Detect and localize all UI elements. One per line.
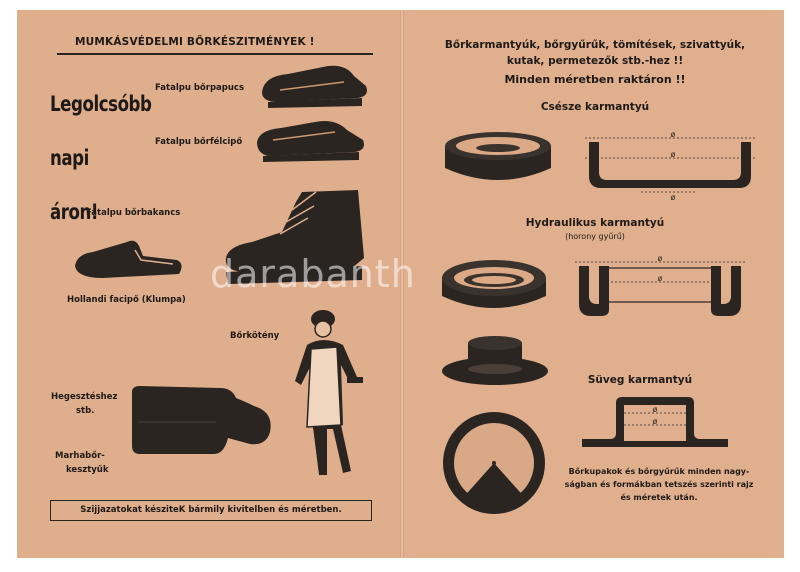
label-hegeszteshez-1: Hegesztéshez: [51, 392, 118, 402]
dim-symbol-1: ø: [670, 130, 676, 139]
label-papucs: Fatalpu bőrpapucs: [155, 83, 245, 93]
felcipo-illustration: [255, 118, 367, 164]
section-horony: (horony gyűrű): [565, 232, 625, 241]
csesze-cross-section: [585, 130, 755, 200]
watermark: darabanth: [210, 252, 416, 296]
suveg-hat-illustration: [440, 333, 550, 393]
label-hegeszteshez-2: stb.: [76, 406, 95, 416]
label-koteny: Bőrkötény: [230, 331, 280, 341]
stock-line: Minden méretben raktáron !!: [504, 73, 686, 86]
intro-line-1: Bőrkarmantyúk, bőrgyűrűk, tömítések, szivattyúk,: [444, 39, 746, 51]
papucs-illustration: [258, 62, 370, 110]
hydraulikus-ring-illustration: [440, 256, 548, 318]
note-line-2: ságban és formákban tetszés szerinti rajz: [564, 480, 754, 489]
klumpa-illustration: [73, 236, 185, 282]
disc-illustration: [441, 410, 547, 516]
intro-line-2: kutak, permetezők stb.-hez !!: [506, 55, 684, 67]
dim-symbol-6: ø: [652, 405, 658, 414]
slogan-line-3: áron!: [50, 200, 99, 224]
section-csesze: Csésze karmantyú: [540, 101, 650, 113]
slogan-line-2: napi: [50, 146, 89, 170]
dim-symbol-2: ø: [670, 150, 676, 159]
dim-symbol-4: ø: [657, 254, 663, 263]
kesztyu-illustration: [128, 382, 276, 458]
label-felcipo: Fatalpu bőrfélcipő: [155, 137, 243, 147]
csesze-ring-illustration: [443, 130, 553, 190]
hydraulikus-cross-section: [575, 256, 745, 318]
section-suveg: Süveg karmantyú: [587, 374, 693, 386]
title-rule: [57, 53, 373, 55]
worker-apron-illustration: [293, 305, 373, 485]
label-kesztyu-2: kesztyűk: [66, 465, 109, 475]
dim-symbol-3: ø: [670, 193, 676, 202]
note-line-1: Bőrkupakok és bőrgyűrűk minden nagy-: [568, 467, 750, 476]
left-page-title: MUMKÁSVÉDELMI BŐRKÉSZITMÉNYEK !: [75, 36, 315, 48]
section-hydraulikus: Hydraulikus karmantyú: [525, 217, 665, 229]
label-bakancs: Fatalpu bőrbakancs: [86, 208, 181, 218]
suveg-cross-section: [580, 395, 730, 451]
label-kesztyu-1: Marhabőr-: [55, 451, 105, 461]
dim-symbol-7: ø: [652, 417, 658, 426]
dim-symbol-5: ø: [657, 274, 663, 283]
label-klumpa: Hollandi facipő (Klumpa): [67, 295, 186, 305]
slogan-line-1: Legolcsóbb: [50, 92, 152, 116]
footer-box: Szijjazatokat késziteK bármily kivitelben és méretben.: [50, 500, 372, 521]
note-line-3: és méretek után.: [620, 493, 698, 502]
